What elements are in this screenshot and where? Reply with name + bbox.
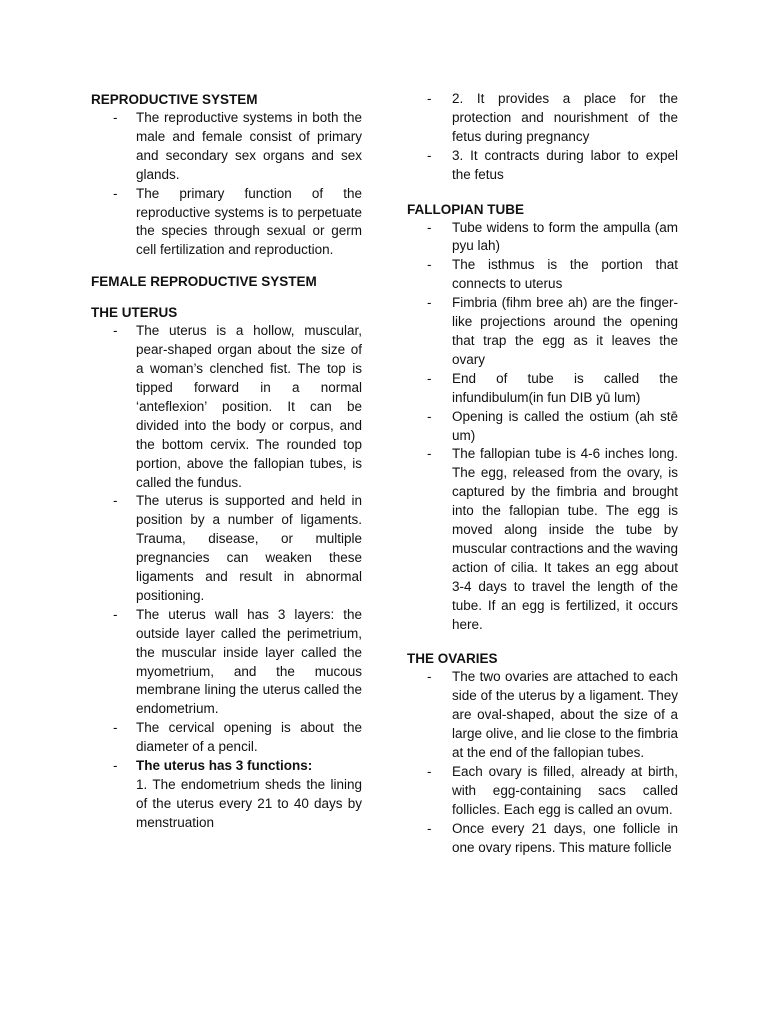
list-item: - The reproductive systems in both the male and female consist of primary and secondary sex organs and sex glands. <box>91 109 362 185</box>
list-item: - End of tube is called the infundibulum(in fun DIB yū lum) <box>407 370 678 408</box>
reproductive-list <box>91 109 362 260</box>
list-item: - Each ovary is filled, already at birth, with egg-containing sacs called follicles. Each egg is called an ovum. <box>407 763 678 820</box>
list-item: - Opening is called the ostium (ah stē um) <box>407 408 678 446</box>
ovaries-list <box>407 668 678 857</box>
heading-female-reproductive-system: FEMALE REPRODUCTIVE SYSTEM <box>91 274 317 290</box>
list-item: - The uterus is a hollow, muscular, pear-shaped organ about the size of a woman’s clenched fist. The top is tipped forward in a normal ‘anteflexion’ position. It can be divided into the body or corpus, and the bottom cervix. The rounded top portion, above the fallopian tubes, is called the fundus. <box>91 322 362 492</box>
heading-fallopian-tube: FALLOPIAN TUBE <box>407 201 524 217</box>
list-item: - Fimbria (fihm bree ah) are the finger-like projections around the opening that trap the egg as it leaves the ovary <box>407 294 678 370</box>
fallopian-list <box>407 219 678 635</box>
heading-the-ovaries: THE OVARIES <box>407 651 498 667</box>
list-item: - 2. It provides a place for the protection and nourishment of the fetus during pregnancy <box>407 90 678 147</box>
uterus-functions-continued-list <box>407 90 678 185</box>
right-column <box>407 90 678 858</box>
uterus-function-1: 1. The endometrium sheds the lining of the uterus every 21 to 40 days by menstruation <box>136 777 362 830</box>
list-item: - The uterus is supported and held in position by a number of ligaments. Trauma, disease, or multiple pregnancies can weaken these ligaments and result in abnormal positioning. <box>91 492 362 605</box>
list-item: - The cervical opening is about the diameter of a pencil. <box>91 719 362 757</box>
list-item: - The fallopian tube is 4-6 inches long. The egg, released from the ovary, is captured by the fimbria and brought into the fallopian tube. The egg is moved along inside the tube by muscular contractions and the waving action of cilia. It takes an egg about 3-4 days to travel the length of the tube. If an egg is fertilized, it occurs here. <box>407 445 678 634</box>
list-item: - The two ovaries are attached to each side of the uterus by a ligament. They are oval-shaped, about the size of a large olive, and lie close to the fimbria at the end of the fallopian tubes. <box>407 668 678 763</box>
left-column <box>91 90 362 833</box>
list-item <box>91 757 362 833</box>
uterus-list <box>91 322 362 832</box>
list-item: - 3. It contracts during labor to expel the fetus <box>407 147 678 185</box>
list-item: - The uterus wall has 3 layers: the outside layer called the perimetrium, the muscular inside layer called the myometrium, and the mucous membrane lining the uterus called the endometrium. <box>91 606 362 719</box>
list-item: - Tube widens to form the ampulla (am pyu lah) <box>407 219 678 257</box>
heading-reproductive-system: REPRODUCTIVE SYSTEM <box>91 92 258 107</box>
list-item: - Once every 21 days, one follicle in one ovary ripens. This mature follicle <box>407 820 678 858</box>
heading-the-uterus: THE UTERUS <box>91 305 178 321</box>
list-item: - The isthmus is the portion that connects to uterus <box>407 256 678 294</box>
uterus-functions-heading: - The uterus has 3 functions: <box>136 758 313 774</box>
list-item: - The primary function of the reproductive systems is to perpetuate the species through sexual or germ cell fertilization and reproduction. <box>91 185 362 261</box>
